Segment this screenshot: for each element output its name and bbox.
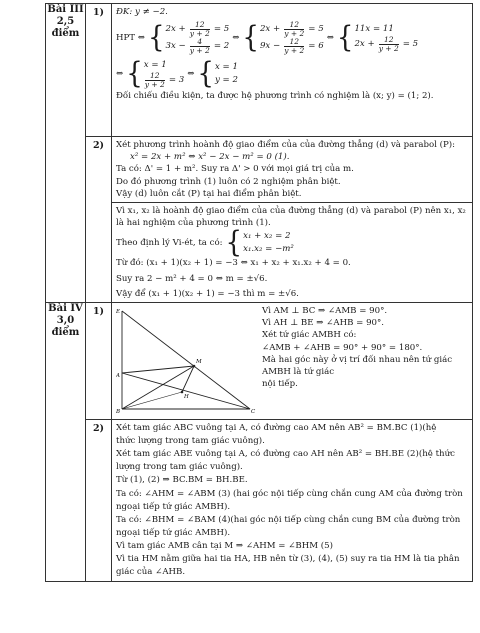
vieta-product: x₁.x₂ = −m² bbox=[243, 244, 294, 255]
equiv-symbol-3: ⇔ bbox=[116, 69, 124, 80]
sys1-row1-num: 12 bbox=[190, 21, 210, 30]
bai3-part2a-content bbox=[112, 137, 473, 203]
sys2-row2-lhs: 9x − bbox=[259, 41, 281, 52]
q2-line10: Vì tam giác AMB cân tại M ⇒ ∠AHM = ∠BHM (5) bbox=[116, 540, 333, 551]
point-b-label: B bbox=[116, 409, 121, 414]
q2-line4: lượng trong tam giác vuông). bbox=[116, 462, 243, 473]
solution-system-line bbox=[116, 58, 468, 90]
sys5-row2: y = 2 bbox=[214, 75, 238, 86]
equiv-symbol-4: ⇔ bbox=[187, 69, 195, 80]
bai4-points-unit: điểm bbox=[51, 327, 80, 339]
sys1-row1-rhs: = 5 bbox=[213, 24, 230, 35]
sys1-row1-lhs: 2x + bbox=[165, 24, 186, 35]
point-m-label: M bbox=[196, 359, 202, 366]
sys1-row2-rhs: = 2 bbox=[213, 41, 230, 52]
p2-line8: Theo định lý Vi-ét, ta có: bbox=[116, 238, 223, 249]
sys1-row1-den: y + 2 bbox=[189, 29, 210, 39]
solution-table bbox=[45, 3, 473, 582]
bai4-points: 3,0 bbox=[56, 315, 75, 327]
sys1-row2-num: 4 bbox=[190, 38, 210, 47]
bai3-part2-number: 2) bbox=[86, 137, 112, 303]
q1-line1: Vì AM ⊥ BC ⇒ ∠AMB = 90°. bbox=[262, 306, 388, 317]
bai3-title: Bài III bbox=[47, 4, 84, 15]
sys2-row1-num: 12 bbox=[284, 21, 304, 30]
hpt-transform-line bbox=[116, 20, 468, 56]
hpt-label: HPT ⇔ bbox=[116, 33, 145, 44]
sys4-row2-den: y + 2 bbox=[144, 80, 165, 90]
sys4-row1: x = 1 bbox=[143, 60, 167, 71]
bai3-label bbox=[46, 4, 86, 303]
bai3-part1-number: 1) bbox=[86, 4, 112, 137]
q1-line6: nội tiếp. bbox=[262, 379, 298, 390]
q2-line6: Ta có: ∠AHM = ∠ABM (3) (hai góc nội tiếp cùng chắn cung AM của đường tròn bbox=[116, 488, 463, 499]
bai3-part1-content bbox=[112, 4, 473, 137]
vieta-line bbox=[116, 226, 468, 260]
geometry-figure bbox=[116, 305, 256, 413]
bai4-part2-content bbox=[112, 420, 473, 582]
part1-conclusion: Đối chiếu điều kiện, ta được hệ phương trình có nghiệm là (x; y) = (1; 2). bbox=[116, 91, 434, 102]
sys4-row2-num: 12 bbox=[145, 72, 165, 81]
sys3-row2-lhs: 2x + bbox=[354, 39, 375, 50]
bai3-part1-row bbox=[46, 4, 473, 137]
system-2: { 2x + $\frac{12}{y + 2}$ = 5 9x − $\frac{12}{y + 2}$ = 6 bbox=[242, 20, 324, 56]
bai4-label bbox=[46, 303, 86, 582]
point-a-label: A bbox=[116, 373, 120, 380]
bai3-part2a-row bbox=[46, 137, 473, 203]
bai4-part1-number: 1) bbox=[86, 303, 112, 420]
q2-line12: giác của ∠AHB. bbox=[116, 567, 186, 578]
equiv-symbol-1: ⇔ bbox=[232, 33, 240, 44]
p2-line7: là hai nghiệm của phương trình (1). bbox=[116, 218, 271, 229]
bai4-part2-row bbox=[46, 420, 473, 582]
sys2-row2-den: y + 2 bbox=[284, 46, 305, 56]
geometry-proof bbox=[256, 305, 468, 413]
q2-line9: ngoại tiếp tứ giác AMBH). bbox=[116, 527, 231, 538]
q2-line3: Xét tam giác ABE vuông tại A, có đường cao AH nên AB² = BH.BE (2)(hệ thức bbox=[116, 449, 455, 460]
point-e-label: E bbox=[116, 309, 121, 316]
bai4-part1-content bbox=[112, 303, 473, 420]
p2-line3: Ta có: Δ' = 1 + m². Suy ra Δ' > 0 với mọi giá trị của m. bbox=[116, 164, 354, 175]
bai3-part2b-content bbox=[112, 203, 473, 303]
sys4-row2-rhs: = 3 bbox=[168, 75, 185, 86]
q1-line4: ∠AMB + ∠AHB = 90° + 90° = 180°. bbox=[262, 342, 423, 353]
q1-line3: Xét tứ giác AMBH có: bbox=[262, 330, 357, 341]
sys3-row2-num: 12 bbox=[379, 36, 399, 45]
sys2-row1-lhs: 2x + bbox=[259, 24, 281, 35]
sys2-row2-num: 12 bbox=[284, 38, 304, 47]
sys2-row2-rhs: = 6 bbox=[308, 41, 324, 52]
system-5: { x = 1 y = 2 bbox=[197, 57, 238, 91]
point-h-label: H bbox=[184, 394, 189, 401]
q2-line7: ngoại tiếp tứ giác AMBH). bbox=[116, 501, 231, 512]
condition-line: ĐK: y ≠ −2. bbox=[116, 7, 168, 17]
sys3-row2-rhs: = 5 bbox=[402, 39, 419, 50]
q2-line1: Xét tam giác ABC vuông tại A, có đường cao AM nên AB² = BM.BC (1)(hệ bbox=[116, 423, 437, 434]
vieta-system: { x₁ + x₂ = 2 x₁.x₂ = −m² bbox=[225, 226, 294, 260]
q2-line11: Vì tia HM nằm giữa hai tia HA, HB nên từ (3), (4), (5) suy ra tia HM là tia phân bbox=[116, 553, 460, 564]
geometry-block bbox=[116, 305, 468, 413]
q2-line5: Từ (1), (2) ⇒ BC.BM = BH.BE. bbox=[116, 475, 248, 486]
p2-line10: Suy ra 2 − m² + 4 = 0 ⇔ m = ±√6. bbox=[116, 273, 268, 284]
system-1: { 2x + $\frac{12}{y + 2}$ = 5 3x − $\frac{4}{y + 2}$ = 2 bbox=[147, 20, 230, 56]
sys2-row1-den: y + 2 bbox=[284, 29, 305, 39]
p2-line1: Xét phương trình hoành độ giao điểm của của đường thẳng (d) và parabol (P): bbox=[116, 140, 456, 150]
bai4-part1-row bbox=[46, 303, 473, 420]
system-3: { 11x = 11 2x + $\frac{12}{y + 2}$ = 5 bbox=[336, 21, 419, 55]
q2-line8: Ta có: ∠BHM = ∠BAM (4)(hai góc nội tiếp cùng chắn cung BM của đường tròn bbox=[116, 514, 461, 525]
bai3-points: 2,5 bbox=[56, 16, 75, 27]
equiv-symbol-2: ⇔ bbox=[326, 33, 334, 44]
q1-line2: Vì AH ⊥ BE ⇒ ∠AHB = 90°. bbox=[262, 318, 385, 329]
sys5-row1: x = 1 bbox=[214, 62, 238, 73]
sys1-row2-den: y + 2 bbox=[189, 46, 210, 56]
q2-line2: thức lượng trong tam giác vuông). bbox=[116, 436, 265, 447]
bai4-part2-number: 2) bbox=[86, 420, 112, 582]
system-4: { x = 1 $\frac{12}{y + 2}$ = 3 bbox=[126, 57, 185, 91]
sys2-row1-rhs: = 5 bbox=[308, 24, 324, 35]
p2-line9: Từ đó: (x₁ + 1)(x₂ + 1) = −3 ⇔ x₁ + x₂ + x₁.x₂ + 4 = 0. bbox=[116, 258, 351, 269]
bai3-points-unit: điểm bbox=[51, 28, 80, 39]
vieta-sum: x₁ + x₂ = 2 bbox=[243, 231, 291, 242]
bai4-title: Bài IV bbox=[48, 303, 83, 315]
p2-line11: Vậy để (x₁ + 1)(x₂ + 1) = −3 thì m = ±√6. bbox=[116, 288, 299, 299]
p2-line2: x² = 2x + m² ⇔ x² − 2x − m² = 0 (1). bbox=[130, 152, 290, 163]
sys3-row1: 11x = 11 bbox=[354, 24, 394, 35]
p2-line6: Vì x₁, x₂ là hoành độ giao điểm của của đường thẳng (d) và parabol (P) nên x₁, x₂ bbox=[116, 206, 466, 217]
point-c-label: C bbox=[251, 409, 256, 414]
q1-line5: Mà hai góc này ở vị trí đối nhau nên tứ giác AMBH là tứ giác bbox=[262, 354, 453, 378]
sys3-row2-den: y + 2 bbox=[378, 44, 399, 54]
p2-line4: Do đó phương trình (1) luôn có 2 nghiệm phân biệt. bbox=[116, 176, 341, 187]
p2-line5: Vậy (d) luôn cắt (P) tại hai điểm phân biệt. bbox=[116, 188, 302, 199]
sys1-row2-lhs: 3x − bbox=[165, 41, 186, 52]
